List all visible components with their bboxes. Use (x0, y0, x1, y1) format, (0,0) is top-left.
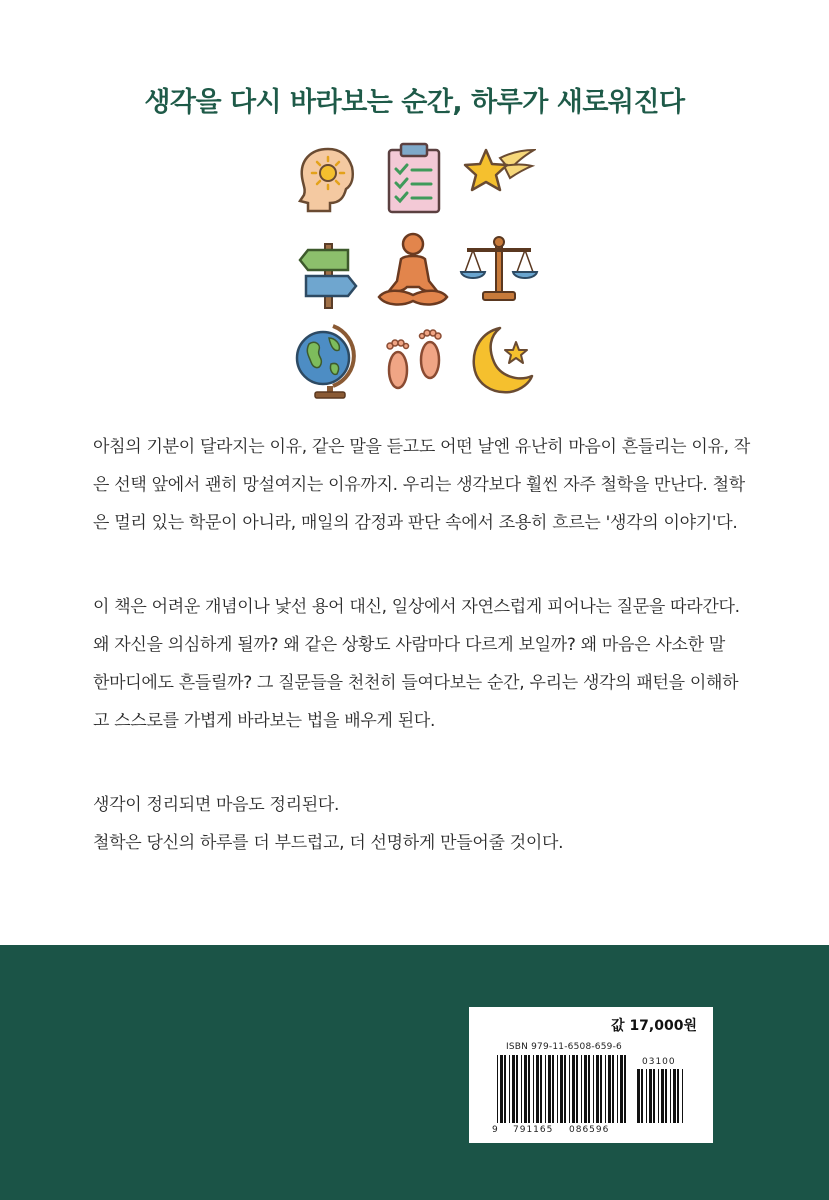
barcode-bar (512, 1055, 515, 1123)
paragraph-line: 은 선택 앞에서 괜히 망설여지는 이유까지. 우리는 생각보다 훨씬 자주 철학을 만난다. 철학 (93, 475, 745, 495)
barcode-bar (649, 1069, 652, 1123)
paragraph-line: 한마디에도 흔들릴까? 그 질문들을 천천히 들여다보는 순간, 우리는 생각의 패턴을 이해하 (93, 673, 739, 693)
paragraph-line: 왜 자신을 의심하게 될까? 왜 같은 상황도 사람마다 다르게 보일까? 왜 마음은 사소한 말 (93, 635, 725, 655)
barcode-bar (552, 1055, 554, 1123)
barcode-bar (548, 1055, 551, 1123)
paragraph-line: 생각이 정리되면 마음도 정리된다. (93, 795, 340, 815)
barcode-bar (670, 1069, 671, 1123)
barcode-bar (533, 1055, 534, 1123)
barcode-bar (593, 1055, 594, 1123)
barcode-bar (673, 1069, 676, 1123)
barcode-digits-left: 791165 (513, 1125, 554, 1135)
barcode-bar (516, 1055, 518, 1123)
addon-code: 03100 (642, 1057, 676, 1067)
barcode-bar (524, 1055, 527, 1123)
signpost-icon (296, 240, 360, 310)
barcode-bar (540, 1055, 542, 1123)
barcode-bar (661, 1069, 664, 1123)
barcode-bar (617, 1055, 618, 1123)
barcode-bar (545, 1055, 546, 1123)
barcode-bar (646, 1069, 647, 1123)
barcode-bar (504, 1055, 506, 1123)
price-label: 값 17,000원 (611, 1018, 697, 1034)
globe-icon (293, 324, 361, 400)
barcode-bar (677, 1069, 679, 1123)
barcode-bar (569, 1055, 570, 1123)
footprints-icon (380, 324, 450, 394)
barcode-icon (497, 1055, 687, 1125)
barcode-bar (564, 1055, 566, 1123)
meditation-person-icon (375, 231, 451, 311)
barcode-bar (528, 1055, 530, 1123)
barcode-bar (536, 1055, 539, 1123)
barcode-bar (500, 1055, 503, 1123)
barcode-bar (584, 1055, 587, 1123)
paragraph-line: 이 책은 어려운 개념이나 낯선 용어 대신, 일상에서 자연스럽게 피어나는 질문을 따라간다. (93, 597, 740, 617)
barcode-bar (521, 1055, 522, 1123)
barcode-bar (588, 1055, 590, 1123)
barcode-bar (596, 1055, 599, 1123)
barcode-bar (653, 1069, 655, 1123)
barcode-bar (620, 1055, 623, 1123)
barcode-bar (682, 1069, 683, 1123)
paragraph-line: 아침의 기분이 달라지는 이유, 같은 말을 듣고도 어떤 날엔 유난히 마음이 흔들리는 이유, 작 (93, 437, 750, 457)
barcode-bar (612, 1055, 614, 1123)
barcode-bar (637, 1069, 640, 1123)
barcode-bar (581, 1055, 582, 1123)
checklist-clipboard-icon (385, 142, 443, 216)
paragraph-3 (93, 786, 753, 862)
barcode-bar (560, 1055, 563, 1123)
head-sun-icon (296, 143, 360, 215)
paragraph-2 (93, 588, 753, 740)
barcode-bar (572, 1055, 575, 1123)
barcode-digit-first: 9 (492, 1125, 499, 1135)
barcode-bar (509, 1055, 510, 1123)
shooting-star-icon (460, 146, 536, 202)
barcode-label (469, 1007, 713, 1143)
barcode-bar (576, 1055, 578, 1123)
barcode-bar (608, 1055, 611, 1123)
barcode-bar (665, 1069, 667, 1123)
barcode-bar (600, 1055, 602, 1123)
barcode-bar (497, 1055, 498, 1123)
paragraph-line: 고 스스로를 가볍게 바라보는 법을 배우게 된다. (93, 711, 436, 731)
isbn-text: ISBN 979-11-6508-659-6 (506, 1042, 622, 1052)
crescent-moon-star-icon (466, 324, 536, 396)
barcode-bar (557, 1055, 558, 1123)
barcode-bar (641, 1069, 643, 1123)
paragraph-line: 철학은 당신의 하루를 더 부드럽고, 더 선명하게 만들어줄 것이다. (93, 833, 564, 853)
barcode-bar (605, 1055, 606, 1123)
paragraph-line: 은 멀리 있는 학문이 아니라, 매일의 감정과 판단 속에서 조용히 흐르는 '생각의 이야기'다. (93, 513, 738, 533)
balance-scale-icon (459, 234, 539, 306)
barcode-digits-right: 086596 (569, 1125, 610, 1135)
barcode-bar (624, 1055, 626, 1123)
barcode-bar (658, 1069, 659, 1123)
paragraph-1 (93, 428, 753, 542)
headline: 생각을 다시 바라보는 순간, 하루가 새로워진다 (144, 87, 685, 118)
